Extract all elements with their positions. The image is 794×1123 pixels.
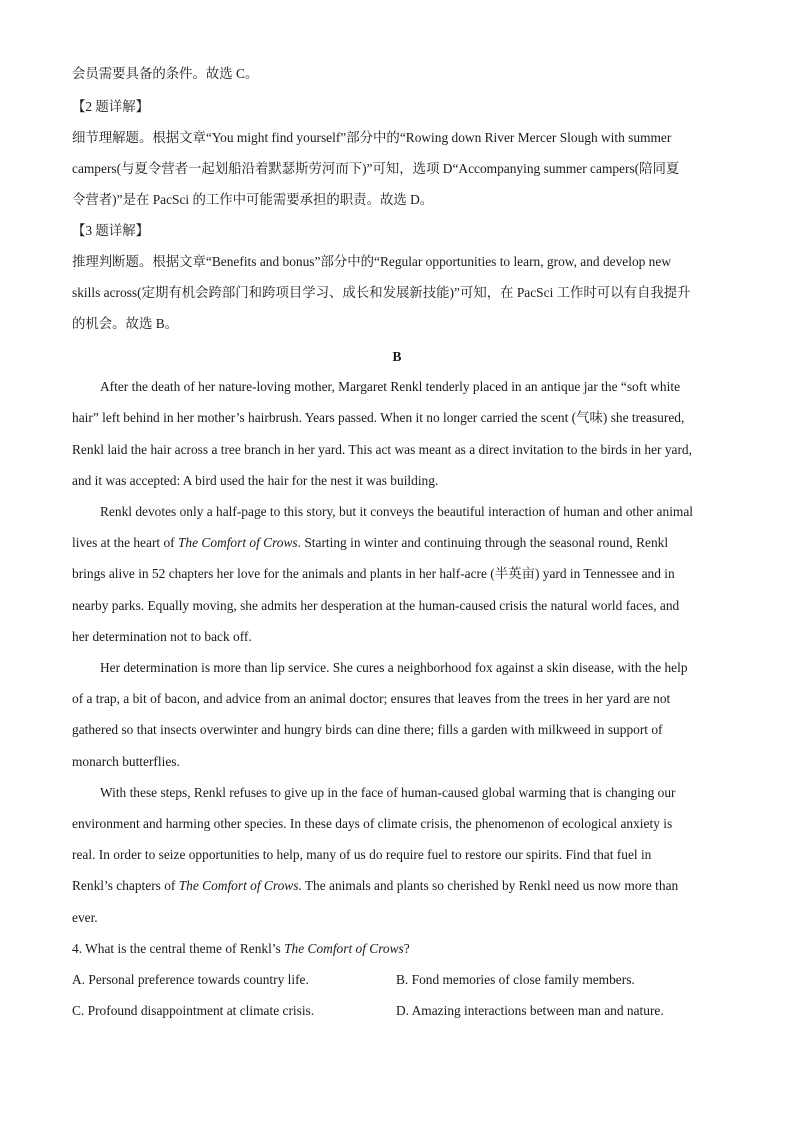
option-d: D. Amazing interactions between man and nature. — [396, 1003, 664, 1018]
passage-line: brings alive in 52 chapters her love for the animals and plants in her half-acre (半英亩) yard in Tennessee and in — [72, 566, 675, 581]
passage-line: real. In order to seize opportunities to help, many of us do require fuel to restore our spirits. Find that fuel in — [72, 847, 652, 862]
text-span: ? — [403, 941, 410, 956]
passage-line: hair” left behind in her mother’s hairbrush. Years passed. When it no longer carried the scent (气味) she treasured, — [72, 410, 685, 425]
passage-line: With these steps, Renkl refuses to give up in the face of human-caused global warming that is changing our — [100, 785, 676, 800]
passage-line: ever. — [72, 910, 98, 925]
passage-line: her determination not to back off. — [72, 629, 252, 644]
text-span: . The animals and plants so cherished by Renkl need us now more than — [298, 878, 679, 893]
q2-explanation-line: campers(与夏令营者一起划船沿着默瑟斯劳河而下)”可知，选项 D“Accompanying summer campers(陪同夏 — [72, 161, 680, 176]
passage-line: of a trap, a bit of bacon, and advice from an animal doctor; ensures that leaves from the trees in her yard are not — [72, 691, 671, 706]
q3-heading: 【3 题详解】 — [72, 223, 149, 238]
book-title: The Comfort of Crows — [284, 941, 404, 956]
prev-answer-line: 会员需要具备的条件。故选 C。 — [72, 66, 259, 81]
text-span: Renkl’s chapters of — [72, 878, 179, 893]
passage-line: gathered so that insects overwinter and hungry birds can dine there; fills a garden with milkweed in support of — [72, 722, 663, 737]
text-span: lives at the heart of — [72, 535, 178, 550]
q3-explanation-line: 的机会。故选 B。 — [72, 316, 179, 331]
section-title: B — [392, 349, 402, 364]
passage-line — [72, 533, 724, 553]
q3-explanation-line: skills across(定期有机会跨部门和跨项目学习、成长和发展新技能)”可知，在 PacSci 工作时可以有自我提升 — [72, 285, 691, 300]
passage-line: Her determination is more than lip service. She cures a neighborhood fox against a skin disease, with the help — [100, 660, 688, 675]
q2-explanation-line: 令营者)”是在 PacSci 的工作中可能需要承担的职责。故选 D。 — [72, 192, 434, 207]
passage-line: monarch butterflies. — [72, 754, 180, 769]
book-title: The Comfort of Crows — [177, 535, 298, 550]
passage-line: nearby parks. Equally moving, she admits her desperation at the human-caused crisis the natural world faces, and — [72, 598, 680, 613]
q2-explanation-line: 细节理解题。根据文章“You might find yourself”部分中的“Rowing down River Mercer Slough with summer — [72, 130, 672, 145]
passage-line: Renkl laid the hair across a tree branch in her yard. This act was meant as a direct invitation to the birds in her yard, — [72, 442, 692, 457]
question-stem — [72, 939, 724, 959]
option-b: B. Fond memories of close family members. — [396, 972, 635, 987]
passage-line: After the death of her nature-loving mother, Margaret Renkl tenderly placed in an antique jar the “soft white — [100, 379, 681, 394]
q3-explanation-line: 推理判断题。根据文章“Benefits and bonus”部分中的“Regular opportunities to learn, grow, and develop new — [72, 254, 671, 269]
passage-line: Renkl devotes only a half-page to this story, but it conveys the beautiful interaction of human and other animal — [100, 504, 693, 519]
passage-line: and it was accepted: A bird used the hair for the nest it was building. — [72, 473, 439, 488]
book-title: The Comfort of Crows — [178, 878, 299, 893]
passage-line: environment and harming other species. In these days of climate crisis, the phenomenon of ecological anxiety is — [72, 816, 673, 831]
option-a: A. Personal preference towards country life. — [72, 972, 309, 987]
q2-heading: 【2 题详解】 — [72, 99, 149, 114]
passage-line — [72, 876, 724, 896]
text-span: 4. What is the central theme of Renkl’s — [72, 941, 285, 956]
option-c: C. Profound disappointment at climate crisis. — [72, 1003, 315, 1018]
text-span: . Starting in winter and continuing through the seasonal round, Renkl — [297, 535, 669, 550]
